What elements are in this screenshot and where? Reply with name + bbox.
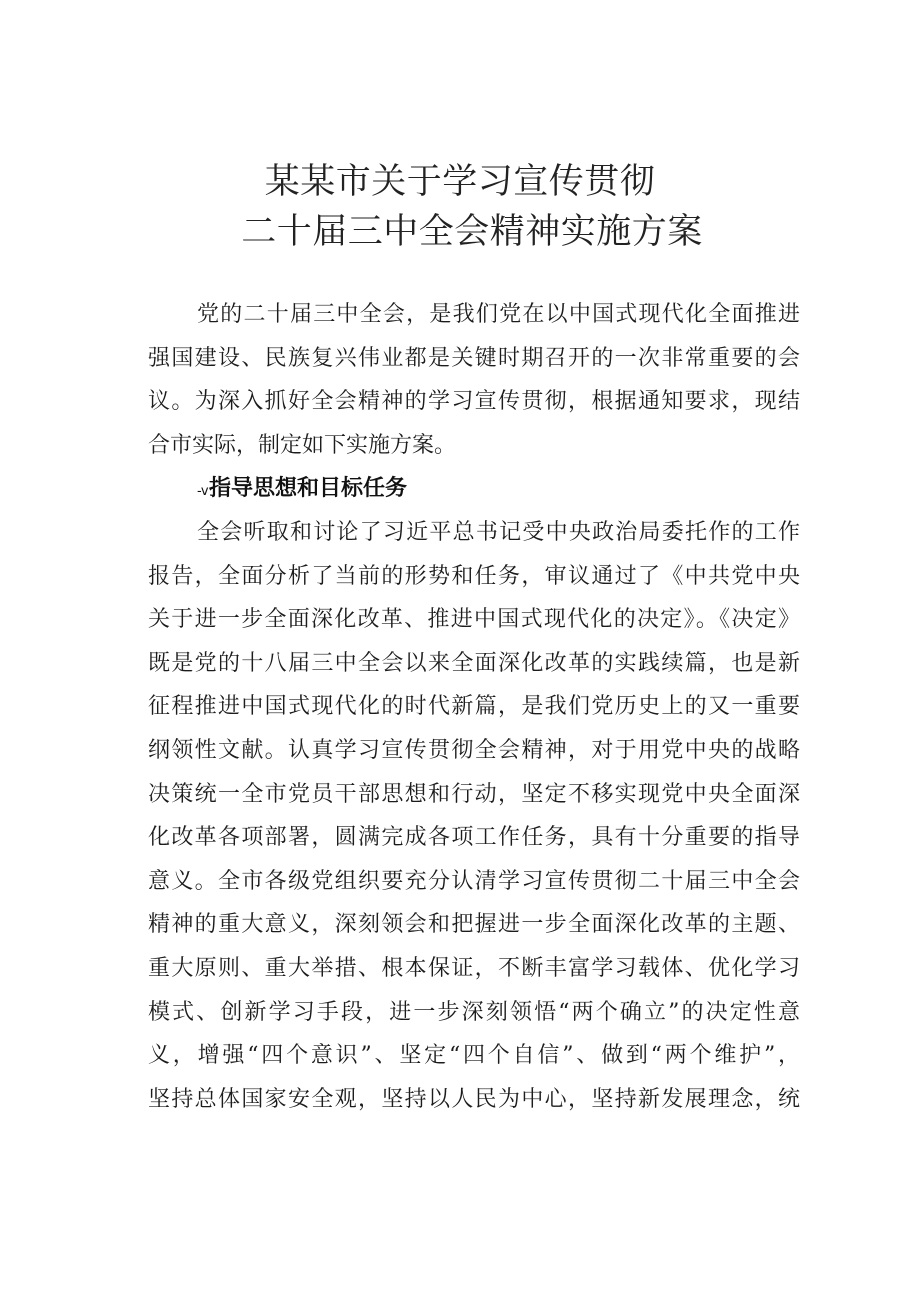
intro-paragraph xyxy=(148,293,800,467)
paragraph-line: 意义。全市各级党组织要充分认清学习宣传贯彻二十届三中全会 xyxy=(148,868,800,894)
section-heading-text: 指导思想和目标任务 xyxy=(209,476,408,502)
title-line-2: 二十届三中全会精神实施方案 xyxy=(241,212,703,252)
section-heading xyxy=(148,467,800,511)
paragraph-line: 强国建设、民族复兴伟业都是关键时期召开的一次非常重要的会 xyxy=(148,345,800,371)
paragraph-line: 全会听取和讨论了习近平总书记受中央政治局委托作的工作 xyxy=(197,519,800,545)
paragraph-line: 决策统一全市党员干部思想和行动，坚定不移实现党中央全面深 xyxy=(148,781,800,807)
paragraph-line: 化改革各项部署，圆满完成各项工作任务，具有十分重要的指导 xyxy=(148,825,800,851)
paragraph-line: 报告，全面分析了当前的形势和任务，审议通过了《中共党中央 xyxy=(148,563,800,589)
paragraph-line: 议。为深入抓好全会精神的学习宣传贯彻，根据通知要求，现结 xyxy=(148,389,800,415)
paragraph-line: 既是党的十八届三中全会以来全面深化改革的实践续篇，也是新 xyxy=(148,650,800,676)
title-line-1: 某某市关于学习宣传贯彻 xyxy=(264,162,656,202)
paragraph-line: 义，增强“四个意识”、坚定“四个自信”、做到“两个维护”， xyxy=(148,1043,800,1069)
document-body xyxy=(148,293,800,1121)
paragraph-line: 征程推进中国式现代化的时代新篇，是我们党历史上的又一重要 xyxy=(148,694,800,720)
section-heading-marker: -v xyxy=(197,484,209,500)
paragraph-line: 坚持总体国家安全观，坚持以人民为中心，坚持新发展理念，统 xyxy=(148,1086,800,1112)
paragraph-line: 党的二十届三中全会，是我们党在以中国式现代化全面推进 xyxy=(197,302,800,327)
paragraph-line: 纲领性文献。认真学习宣传贯彻全会精神，对于用党中央的战略 xyxy=(148,737,800,763)
paragraph-line: 模式、创新学习手段，进一步深刻领悟“两个确立”的决定性意 xyxy=(148,999,800,1025)
paragraph-line: 重大原则、重大举措、根本保证，不断丰富学习载体、优化学习 xyxy=(148,955,800,981)
paragraph-line: 关于进一步全面深化改革、推进中国式现代化的决定》。《决定》 xyxy=(148,607,800,633)
document-title xyxy=(0,157,920,257)
section-1-paragraph xyxy=(148,511,800,1121)
paragraph-line: 精神的重大意义，深刻领会和把握进一步全面深化改革的主题、 xyxy=(148,912,800,938)
paragraph-line: 合市实际，制定如下实施方案。 xyxy=(148,432,457,458)
